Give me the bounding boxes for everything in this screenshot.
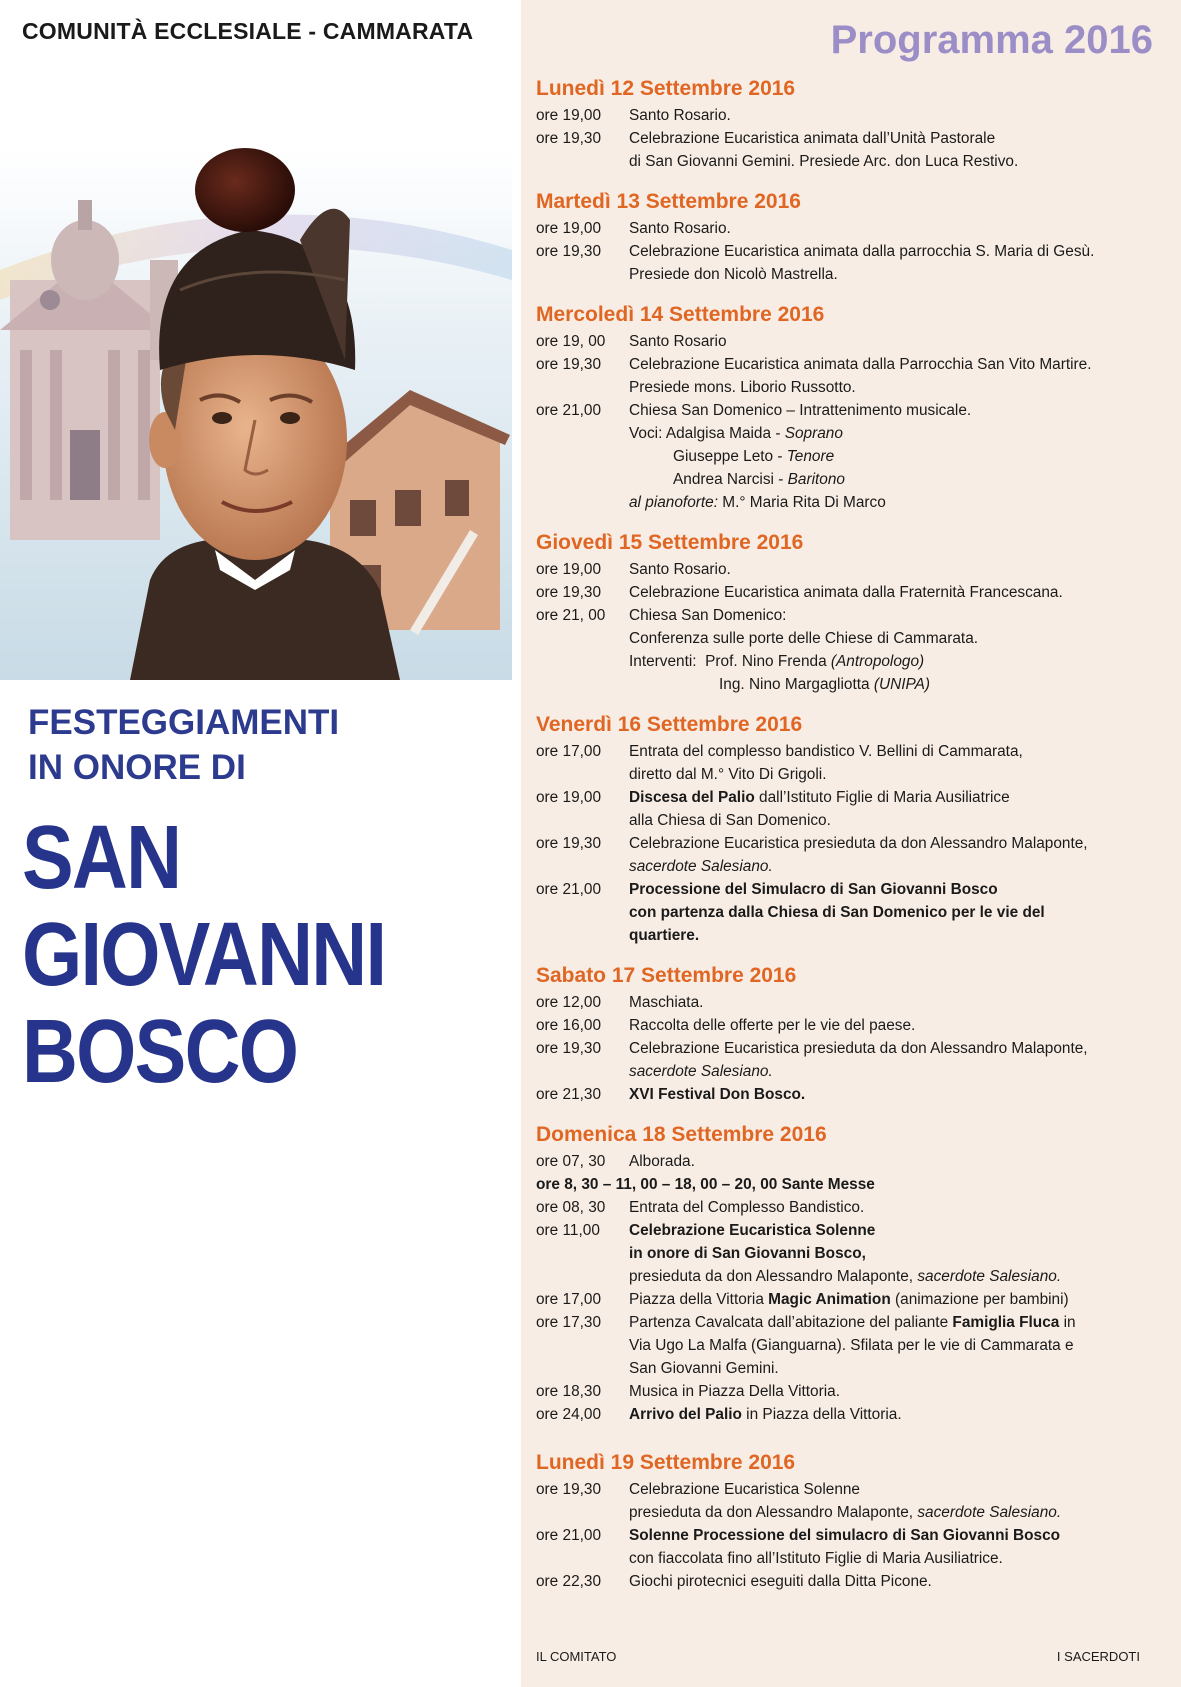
event-text-part: presieduta da don Alessandro Malaponte, (629, 1268, 918, 1285)
saint-name-line-1: SAN (22, 808, 181, 908)
event-row (536, 1083, 1172, 1106)
event-highlight: Magic Animation (768, 1291, 891, 1308)
day-block (536, 710, 1172, 947)
day-title: Lunedì 19 Settembre 2016 (536, 1451, 796, 1474)
event-time: ore 07, 30 (536, 1153, 606, 1170)
event-row (536, 1150, 1172, 1173)
event-highlight: Arrivo del Palio (629, 1406, 742, 1423)
event-row (536, 1288, 1172, 1311)
event-text: Via Ugo La Malfa (Gianguarna). Sfilata per le vie di Cammarata e (629, 1337, 1074, 1354)
voice-role: Tenore (786, 448, 835, 465)
event-text (629, 1288, 1172, 1311)
event-text: San Giovanni Gemini. (629, 1360, 779, 1377)
event-text: Processione del Simulacro di San Giovanni Bosco (629, 881, 998, 898)
day-block (536, 961, 1172, 1106)
piano-line (629, 491, 1172, 514)
event-time: ore 08, 30 (536, 1199, 606, 1216)
event-text: Alborada. (629, 1153, 695, 1170)
event-time: ore 19,00 (536, 220, 602, 237)
day-title: Mercoledì 14 Settembre 2016 (536, 303, 825, 326)
event-text: Santo Rosario. (629, 561, 731, 578)
event-text: Celebrazione Eucaristica presieduta da don Alessandro Malaponte, (629, 835, 1088, 852)
event-row (536, 1380, 1172, 1403)
event-row (536, 558, 1172, 581)
speaker-name: Prof. Nino Frenda (705, 653, 831, 670)
voices-line (629, 422, 1172, 445)
event-time: ore 11,00 (536, 1222, 600, 1239)
voices-label: Voci: (629, 425, 663, 442)
event-row (536, 1524, 1172, 1570)
event-time: ore 19, 00 (536, 333, 606, 350)
event-text: Chiesa San Domenico: (629, 607, 787, 624)
speakers-line (629, 650, 1172, 673)
event-time: ore 18,30 (536, 1383, 602, 1400)
day-block (536, 187, 1172, 286)
event-time: ore 16,00 (536, 1017, 602, 1034)
event-text: Celebrazione Eucaristica Solenne (629, 1222, 876, 1239)
day-title: Lunedì 12 Settembre 2016 (536, 77, 796, 100)
event-row (536, 399, 1172, 514)
event-text: Maschiata. (629, 994, 704, 1011)
event-row (536, 1219, 1172, 1288)
event-text (629, 786, 1172, 809)
event-row (536, 1014, 1172, 1037)
event-text-part: presieduta da don Alessandro Malaponte, (629, 1504, 918, 1521)
day-title: Sabato 17 Settembre 2016 (536, 964, 797, 987)
event-text: Celebrazione Eucaristica animata dalla parrocchia S. Maria di Gesù. (629, 243, 1095, 260)
event-text-rest: dall’Istituto Figlie di Maria Ausiliatrice (754, 789, 1010, 806)
day-block (536, 74, 1172, 173)
event-text: Giochi pirotecnici eseguiti dalla Ditta Picone. (629, 1573, 932, 1590)
event-text: in onore di San Giovanni Bosco, (629, 1245, 866, 1262)
event-time: ore 19,30 (536, 356, 602, 373)
event-text: XVI Festival Don Bosco. (629, 1086, 806, 1103)
event-row (536, 1478, 1172, 1524)
masses-text: ore 8, 30 – 11, 00 – 18, 00 – 20, 00 Sante Messe (536, 1176, 875, 1193)
day-title: Venerdì 16 Settembre 2016 (536, 713, 803, 736)
day-block (536, 1448, 1172, 1593)
festivities-heading (28, 700, 339, 790)
voice-name: Andrea Narcisi - (673, 471, 788, 488)
event-row (536, 740, 1172, 786)
event-text: Raccolta delle offerte per le vie del paese. (629, 1017, 916, 1034)
footer-committee: IL COMITATO (536, 1649, 617, 1664)
event-text: diretto dal M.° Vito Di Grigoli. (629, 766, 827, 783)
event-row (536, 878, 1172, 947)
event-text: Celebrazione Eucaristica Solenne (629, 1481, 860, 1498)
day-block (536, 1120, 1172, 1426)
event-text: Celebrazione Eucaristica animata dalla Parrocchia San Vito Martire. (629, 356, 1092, 373)
event-row (536, 1570, 1172, 1593)
event-row (536, 217, 1172, 240)
event-text: Santo Rosario. (629, 107, 731, 124)
day-title: Giovedì 15 Settembre 2016 (536, 531, 804, 554)
event-time: ore 19,30 (536, 243, 602, 260)
event-time: ore 19,00 (536, 107, 602, 124)
event-row (536, 127, 1172, 173)
voices-line (629, 468, 1172, 491)
program-title: Programma 2016 (830, 18, 1153, 62)
event-highlight: Discesa del Palio (629, 789, 755, 806)
event-time: ore 17,00 (536, 1291, 602, 1308)
event-text-part: Piazza della Vittoria (629, 1291, 769, 1308)
left-panel (0, 0, 520, 1687)
event-text: Chiesa San Domenico – Intrattenimento musicale. (629, 402, 972, 419)
event-text: Presiede don Nicolò Mastrella. (629, 266, 838, 283)
event-text-part: (animazione per bambini) (890, 1291, 1069, 1308)
day-title: Domenica 18 Settembre 2016 (536, 1123, 827, 1146)
event-text: sacerdote Salesiano. (629, 1063, 773, 1080)
event-text: di San Giovanni Gemini. Presiede Arc. don Luca Restivo. (629, 153, 1019, 170)
event-row (536, 104, 1172, 127)
event-time: ore 21,00 (536, 881, 602, 898)
speaker-name: Ing. Nino Margagliotta (719, 676, 874, 693)
festivities-line-2: IN ONORE DI (28, 748, 246, 787)
event-time: ore 19,30 (536, 130, 602, 147)
event-text: Celebrazione Eucaristica animata dalla Fraternità Francescana. (629, 584, 1063, 601)
event-row (536, 1196, 1172, 1219)
event-time: ore 19,00 (536, 789, 602, 806)
event-text: Presiede mons. Liborio Russotto. (629, 379, 856, 396)
event-row (536, 581, 1172, 604)
event-row (536, 330, 1172, 353)
event-text: Conferenza sulle porte delle Chiese di Cammarata. (629, 630, 979, 647)
event-text: Musica in Piazza Della Vittoria. (629, 1383, 840, 1400)
event-highlight: Famiglia Fluca (952, 1314, 1060, 1331)
event-time: ore 21,00 (536, 402, 602, 419)
event-text-part: sacerdote Salesiano. (917, 1504, 1062, 1521)
event-row (536, 991, 1172, 1014)
event-time: ore 19,30 (536, 1481, 602, 1498)
event-time: ore 21, 00 (536, 607, 606, 624)
day-block (536, 528, 1172, 696)
event-row (536, 1403, 1172, 1426)
event-text (629, 1403, 1172, 1426)
event-text-part: Partenza Cavalcata dall’abitazione del paliante (629, 1314, 953, 1331)
event-time: ore 19,30 (536, 1040, 602, 1057)
community-title: COMUNITÀ ECCLESIALE - CAMMARATA (22, 18, 474, 44)
event-row (536, 832, 1172, 878)
event-text: sacerdote Salesiano. (629, 858, 773, 875)
event-time: ore 19,30 (536, 584, 602, 601)
event-time: ore 24,00 (536, 1406, 602, 1423)
saint-illustration (0, 110, 512, 680)
festivities-line-1: FESTEGGIAMENTI (28, 703, 340, 742)
event-text: con partenza dalla Chiesa di San Domenico per le vie del (629, 904, 1045, 921)
speaker-role: (UNIPA) (873, 676, 931, 693)
masses-row (536, 1173, 1172, 1196)
event-time: ore 19,00 (536, 561, 602, 578)
event-text (629, 1501, 1172, 1524)
voice-name: Giuseppe Leto - (673, 448, 787, 465)
saint-name-line-3: BOSCO (22, 1002, 298, 1102)
event-text: Celebrazione Eucaristica animata dall’Unità Pastorale (629, 130, 996, 147)
event-text (629, 1311, 1172, 1334)
speakers-label: Interventi: (629, 653, 697, 670)
footer-priests: I SACERDOTI (1056, 1649, 1140, 1664)
piano-label: al pianoforte: (629, 494, 718, 511)
event-text-part: in (1059, 1314, 1076, 1331)
event-text: Santo Rosario (629, 333, 727, 350)
event-text: Santo Rosario. (629, 220, 731, 237)
event-text: Entrata del Complesso Bandistico. (629, 1199, 865, 1216)
event-time: ore 19,30 (536, 835, 602, 852)
event-text: quartiere. (629, 927, 700, 944)
event-text: alla Chiesa di San Domenico. (629, 812, 831, 829)
schedule (536, 74, 1172, 1607)
event-row (536, 1037, 1172, 1083)
event-time: ore 17,00 (536, 743, 602, 760)
voice-name: Adalgisa Maida - (665, 425, 785, 442)
day-title: Martedì 13 Settembre 2016 (536, 190, 801, 213)
event-time: ore 22,30 (536, 1573, 602, 1590)
event-text (629, 1265, 1172, 1288)
voices-line (629, 445, 1172, 468)
event-row (536, 1311, 1172, 1380)
event-row (536, 353, 1172, 399)
voice-role: Soprano (784, 425, 843, 442)
speaker-role: (Antropologo) (830, 653, 925, 670)
event-text: Celebrazione Eucaristica presieduta da don Alessandro Malaponte, (629, 1040, 1088, 1057)
event-row (536, 786, 1172, 832)
event-time: ore 21,00 (536, 1527, 602, 1544)
event-text: Solenne Processione del simulacro di San Giovanni Bosco (629, 1527, 1061, 1544)
event-row (536, 240, 1172, 286)
saint-name (22, 810, 385, 1101)
event-text: con fiaccolata fino all’Istituto Figlie di Maria Ausiliatrice. (629, 1550, 1003, 1567)
event-time: ore 12,00 (536, 994, 602, 1011)
event-time: ore 17,30 (536, 1314, 602, 1331)
piano-name: M.° Maria Rita Di Marco (718, 494, 886, 511)
event-text-part: sacerdote Salesiano. (917, 1268, 1062, 1285)
event-row (536, 604, 1172, 696)
voice-role: Baritono (787, 471, 845, 488)
saint-name-line-2: GIOVANNI (22, 905, 386, 1005)
event-time: ore 21,30 (536, 1086, 602, 1103)
day-block (536, 300, 1172, 514)
event-text-part: in Piazza della Vittoria. (741, 1406, 902, 1423)
event-text: Entrata del complesso bandistico V. Bellini di Cammarata, (629, 743, 1023, 760)
speakers-line (629, 673, 1172, 696)
